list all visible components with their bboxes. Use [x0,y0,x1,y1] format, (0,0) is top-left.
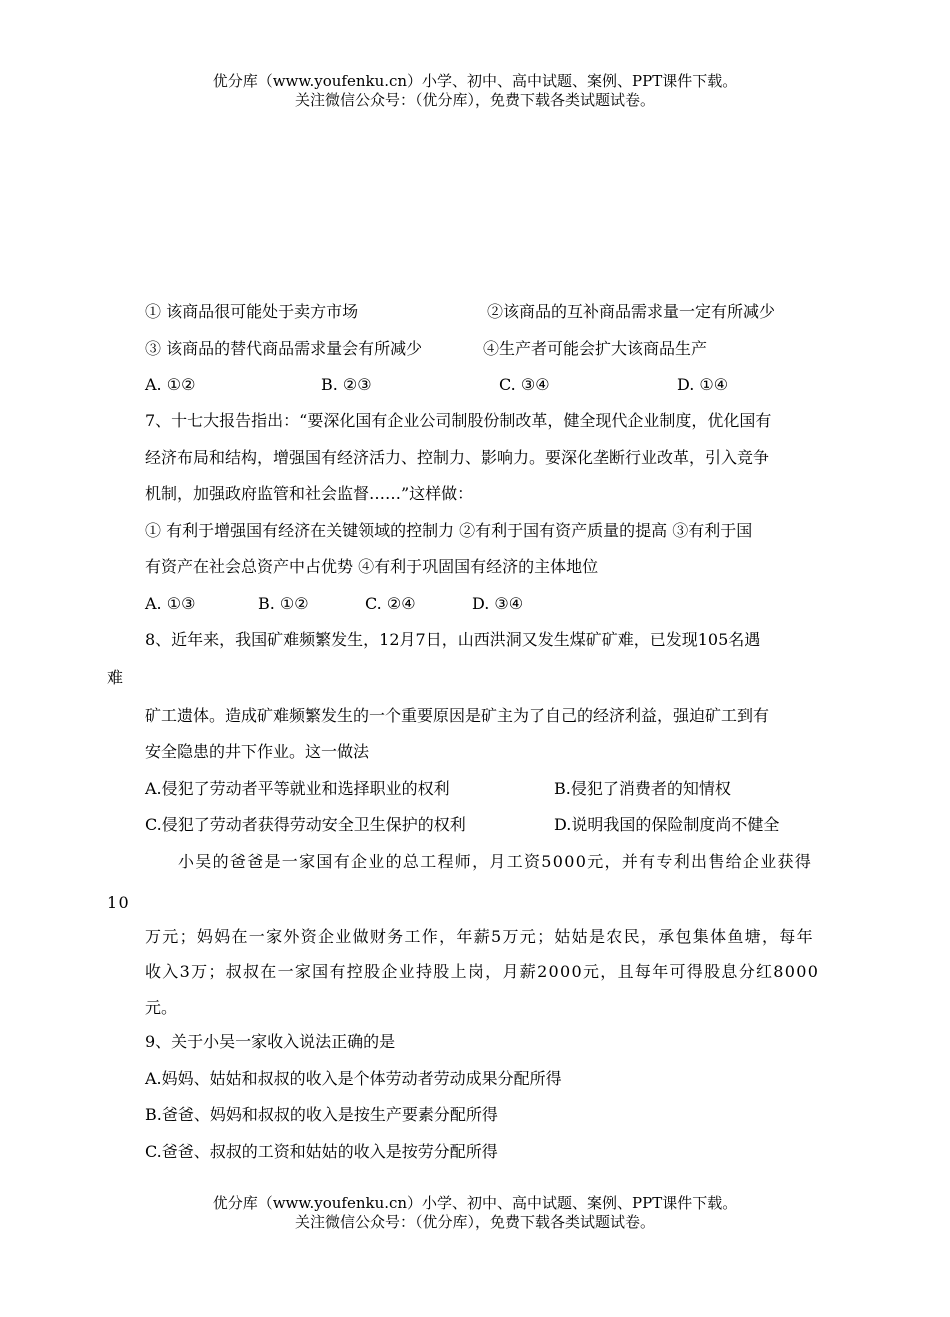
q8-choice-a: A.侵犯了劳动者平等就业和选择职业的权利 [145,779,450,798]
material-line: 小吴的爸爸是一家国有企业的总工程师，月工资5000元，并有专利出售给企业获得 [178,852,813,871]
q6-option-2: ②该商品的互补商品需求量一定有所减少 [487,302,776,321]
q7-line: 机制，加强政府监管和社会监督……”这样做： [145,484,474,503]
q7-choice-c: C. ②④ [365,594,416,613]
q9-choice-c: C.爸爸、叔叔的工资和姑姑的收入是按劳分配所得 [145,1142,498,1161]
material-line: 收入3万；叔叔在一家国有控股企业持股上岗，月薪2000元，且每年可得股息分红8000 [145,962,820,981]
q6-option-3: ③ 该商品的替代商品需求量会有所减少 [145,339,423,358]
q9-choice-b: B.爸爸、妈妈和叔叔的收入是按生产要素分配所得 [145,1105,498,1124]
q9-stem: 9、关于小吴一家收入说法正确的是 [145,1032,396,1051]
q6-choice-b: B. ②③ [321,375,372,394]
material-line: 万元；妈妈在一家外资企业做财务工作，年薪5万元；姑姑是农民，承包集体鱼塘，每年 [145,927,814,946]
q7-line: 有资产在社会总资产中占优势 ④有利于巩固国有经济的主体地位 [145,557,599,576]
q8-line: 8、近年来，我国矿难频繁发生，12月7日，山西洪洞又发生煤矿矿难，已发现105名遇 [145,630,761,649]
header-line-2: 关注微信公众号：（优分库），免费下载各类试题试卷。 [294,91,655,109]
material-line: 元。 [145,998,178,1017]
q8-choice-b: B.侵犯了消费者的知情权 [554,779,731,798]
q7-choice-b: B. ①② [258,594,309,613]
footer-line-2: 关注微信公众号：（优分库），免费下载各类试题试卷。 [294,1213,655,1231]
q7-line: ① 有利于增强国有经济在关键领域的控制力 ②有利于国有资产质量的提高 ③有利于国 [145,521,753,540]
material-line: 10 [107,893,130,912]
q8-choice-d: D.说明我国的保险制度尚不健全 [554,815,780,834]
q8-line: 难 [107,668,124,687]
q6-option-4: ④生产者可能会扩大该商品生产 [483,339,708,358]
q8-line: 安全隐患的井下作业。这一做法 [145,742,370,761]
q7-line: 经济布局和结构，增强国有经济活力、控制力、影响力。要深化垄断行业改革，引入竞争 [145,448,770,467]
q7-choice-a: A. ①③ [145,594,196,613]
q6-option-1: ① 该商品很可能处于卖方市场 [145,302,359,321]
q9-choice-a: A.妈妈、姑姑和叔叔的收入是个体劳动者劳动成果分配所得 [145,1069,562,1088]
q6-choice-d: D. ①④ [677,375,729,394]
q6-choice-a: A. ①② [145,375,196,394]
q8-choice-c: C.侵犯了劳动者获得劳动安全卫生保护的权利 [145,815,466,834]
q6-choice-c: C. ③④ [499,375,550,394]
q8-line: 矿工遗体。造成矿难频繁发生的一个重要原因是矿主为了自己的经济利益，强迫矿工到有 [145,706,770,725]
footer-line-1: 优分库（www.youfenku.cn）小学、初中、高中试题、案例、PPT课件下载。 [212,1194,738,1212]
q7-choice-d: D. ③④ [472,594,524,613]
header-line-1: 优分库（www.youfenku.cn）小学、初中、高中试题、案例、PPT课件下载。 [212,72,738,90]
q7-line: 7、十七大报告指出：“要深化国有企业公司制股份制改革，健全现代企业制度，优化国有 [145,411,772,430]
